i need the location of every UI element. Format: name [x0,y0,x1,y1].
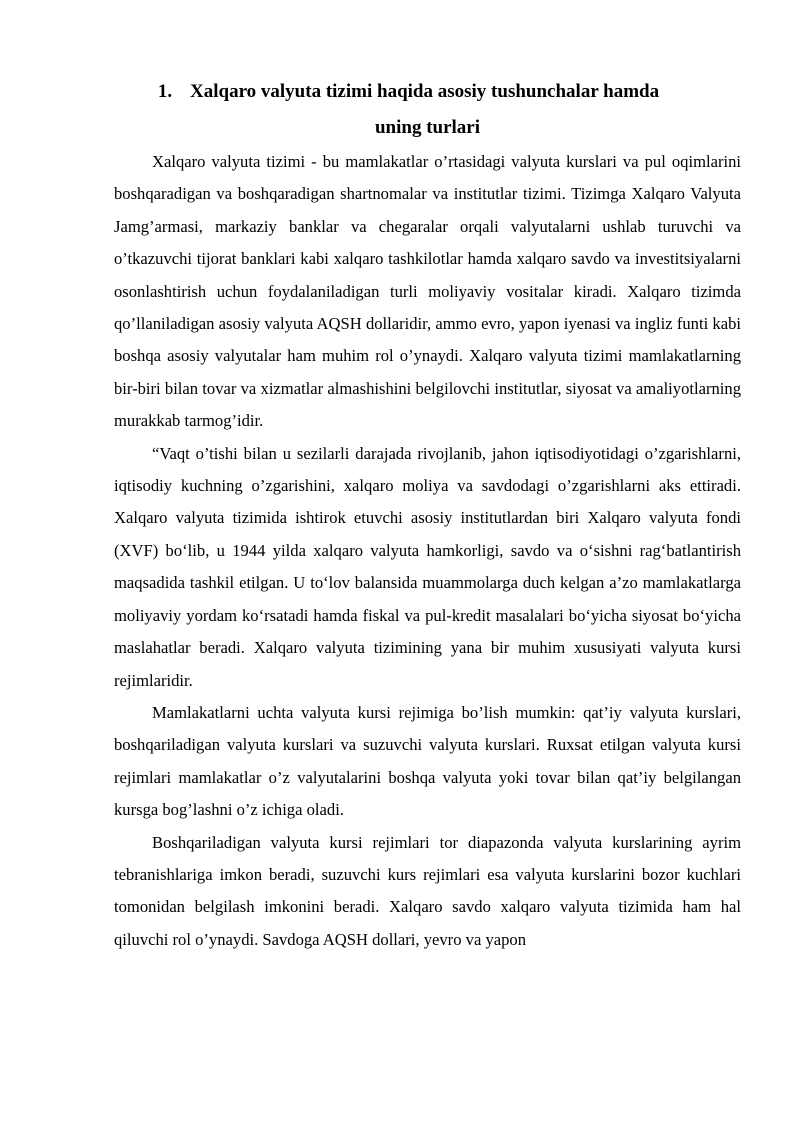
paragraph: Xalqaro valyuta tizimi - bu mamlakatlar o’rtasidagi valyuta kurslari va pul oqimlarini boshqaradigan va boshqaradigan shartnomalar va institutlar tizimi. Tizimga Xalqaro Valyuta Jamg’armasi, markaziy banklar va chegaralar orqali valyutalarni ushlab turuvchi va o’tkazuvchi tijorat banklari kabi xalqaro tashkilotlar hamda xalqaro savdo va investitsiyalarni osonlashtirish uchun foydalaniladigan turli moliyaviy vositalar kiradi. Xalqaro tizimda qo’llaniladigan asosiy valyuta AQSH dollaridir, ammo evro, yapon iyenasi va ingliz funti kabi boshqa asosiy valyutalar ham muhim rol o’ynaydi. Xalqaro valyuta tizimi mamlakatlarning bir-biri bilan tovar va xizmatlar almashishini belgilovchi institutlar, siyosat va amaliyotlarning murakkab tarmog’idir. [114,152,741,431]
heading-title-part-2: uning turlari [374,117,481,138]
paragraph: Mamlakatlarni uchta valyuta kursi rejimiga bo’lish mumkin: qat’iy valyuta kurslari, boshqariladigan valyuta kurslari va suzuvchi valyuta kurslari. Ruxsat etilgan valyuta kursi rejimlari mamlakatlar o’z valyutalarini boshqa valyuta yoki tovar bilan qat’iy belgilangan kursga bog’lashni o’z ichiga oladi. [114,702,741,820]
page-content [114,74,741,956]
paragraph: Boshqariladigan valyuta kursi rejimlari tor diapazonda valyuta kurslarining ayrim tebranishlariga imkon beradi, suzuvchi kurs rejimlari esa valyuta kurslarini bozor kuchlari tomonidan belgilash imkonini beradi. Xalqaro savdo xalqaro valyuta tizimida ham hal qiluvchi rol o’ynaydi. Savdoga AQSH dollari, yevro va yapon [114,832,741,949]
paragraph: “Vaqt o’tishi bilan u sezilarli darajada rivojlanib, jahon iqtisodiyotidagi o’zgarishlarni, iqtisodiy kuchning o’zgarishini, xalqaro moliya va savdodagi o’zgarishlarni aks ettiradi. Xalqaro valyuta tizimida ishtirok etuvchi asosiy institutlardan biri Xalqaro valyuta fondi (XVF) bo‘lib, u 1944 yilda xalqaro valyuta hamkorligi, savdo va o‘sishni rag‘batlantirish maqsadida tashkil etilgan. U to‘lov balansida muammolarga duch kelgan a’zo mamlakatlarga moliyaviy yordam ko‘rsatadi hamda fiskal va pul-kredit masalalari bo‘yicha siyosat bo‘yicha maslahatlar beradi. Xalqaro valyuta tizimining yana bir muhim xususiyati valyuta kursi rejimlaridir. [114,443,741,690]
heading-title-part-1: Xalqaro valyuta tizimi haqida asosiy tushunchalar hamda [190,81,660,102]
heading-number: 1. [157,81,173,102]
section-heading [114,74,741,146]
heading-line-1 [114,74,741,110]
